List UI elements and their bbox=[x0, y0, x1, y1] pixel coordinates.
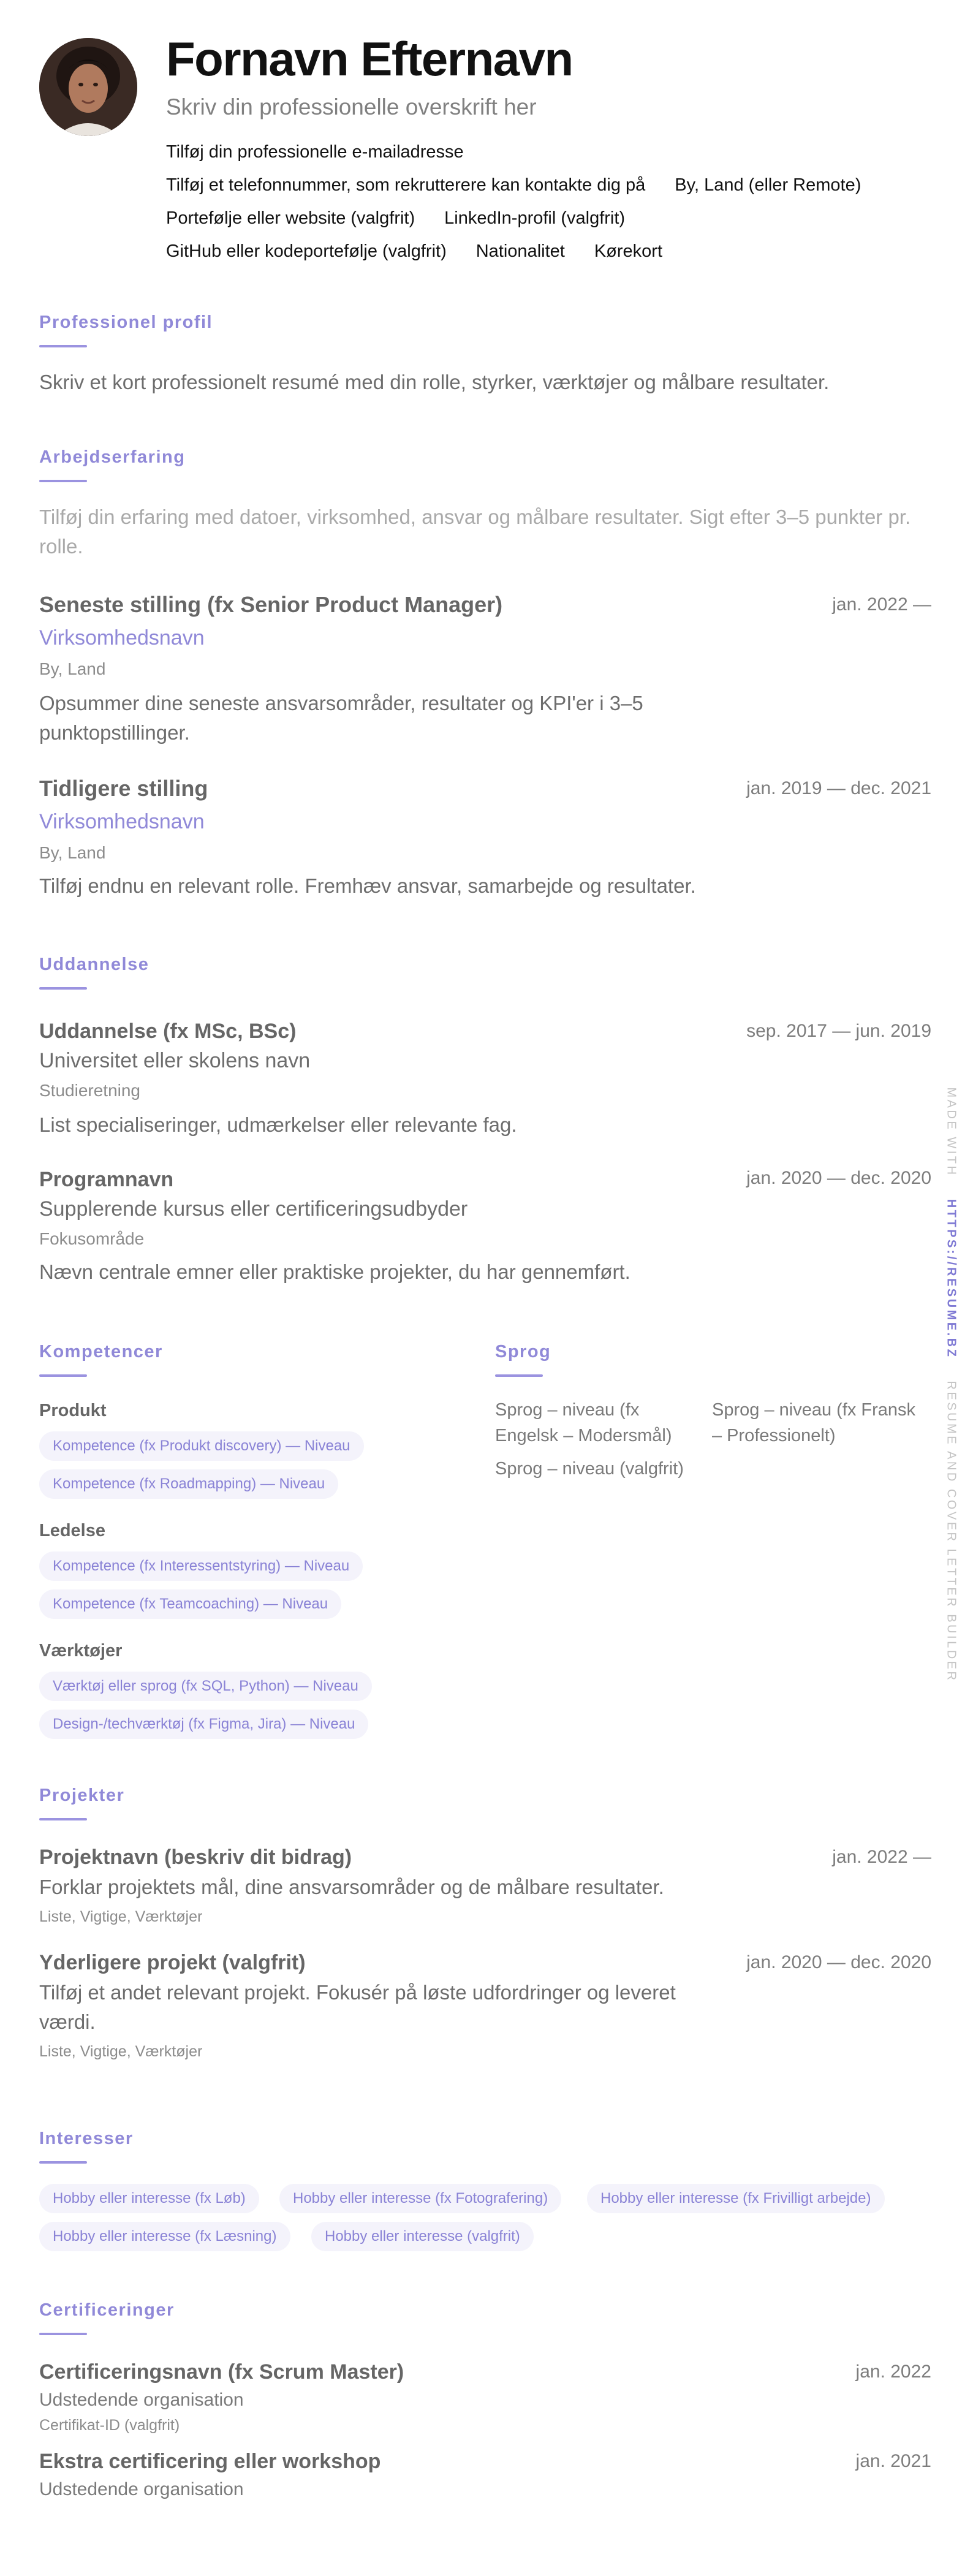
education-school: Supplerende kursus eller certificeringsudbyder bbox=[39, 1197, 468, 1221]
project-name: Yderligere projekt (valgfrit) bbox=[39, 1951, 306, 1974]
experience-location: By, Land bbox=[39, 843, 106, 862]
avatar bbox=[39, 38, 137, 136]
contact-row-3 bbox=[166, 206, 625, 230]
contact-row-1 bbox=[166, 140, 464, 164]
interest-pill: Hobby eller interesse (valgfrit) bbox=[311, 2222, 534, 2251]
portfolio-link[interactable]: Portefølje eller website (valgfrit) bbox=[166, 208, 415, 228]
certification-issuer: Udstedende organisation bbox=[39, 2390, 244, 2410]
language-text: – Professionelt) bbox=[712, 1426, 836, 1446]
experience-hint: Tilføj din erfaring med datoer, virksomhed, ansvar og målbare resultater. Sigt efter 3–5 punkter pr. rolle. bbox=[39, 506, 911, 558]
skill-group-label: Værktøjer bbox=[39, 1641, 123, 1661]
profile-summary: Skriv et kort professionelt resumé med din rolle, styrker, værktøjer og målbare resultater. bbox=[39, 371, 830, 393]
contact-row-2 bbox=[166, 173, 861, 197]
experience-role: Seneste stilling (fx Senior Product Manager) bbox=[39, 592, 503, 617]
skill-pill: Design-/techværktøj (fx Figma, Jira) — Niveau bbox=[39, 1710, 368, 1739]
section-divider bbox=[39, 2333, 87, 2335]
interest-pill: Hobby eller interesse (fx Læsning) bbox=[39, 2222, 290, 2251]
interest-pill: Hobby eller interesse (fx Løb) bbox=[39, 2184, 259, 2213]
professional-headline: Skriv din professionelle overskrift her bbox=[166, 94, 537, 119]
skill-pill: Værktøj eller sprog (fx SQL, Python) — Niveau bbox=[39, 1672, 372, 1701]
license-field: Kørekort bbox=[594, 241, 663, 261]
education-degree: Uddannelse (fx MSc, BSc) bbox=[39, 1020, 297, 1043]
github-link[interactable]: GitHub eller kodeportefølje (valgfrit) bbox=[166, 241, 447, 261]
language-text: Sprog – niveau (fx Fransk bbox=[712, 1400, 916, 1420]
project-name: Projektnavn (beskriv dit bidrag) bbox=[39, 1846, 352, 1869]
section-divider bbox=[39, 2161, 87, 2164]
section-title-projects: Projekter bbox=[39, 1786, 125, 1805]
section-divider bbox=[39, 345, 87, 347]
education-field: Fokusområde bbox=[39, 1229, 145, 1248]
skill-pill: Kompetence (fx Roadmapping) — Niveau bbox=[39, 1469, 338, 1499]
certification-id: Certifikat-ID (valgfrit) bbox=[39, 2417, 180, 2434]
education-degree: Programnavn bbox=[39, 1168, 174, 1191]
experience-company: Virksomhedsnavn bbox=[39, 810, 205, 833]
phone-field[interactable]: Tilføj et telefonnummer, som rekrutterere kan kontakte dig på bbox=[166, 175, 646, 195]
language-text: Sprog – niveau (valgfrit) bbox=[495, 1459, 684, 1479]
section-title-education: Uddannelse bbox=[39, 955, 150, 974]
skill-pill: Kompetence (fx Interessentstyring) — Niveau bbox=[39, 1551, 363, 1581]
skill-group-label: Produkt bbox=[39, 1401, 107, 1420]
interest-pill: Hobby eller interesse (fx Fotografering) bbox=[279, 2184, 561, 2213]
interest-pill: Hobby eller interesse (fx Frivilligt arbejde) bbox=[587, 2184, 885, 2213]
section-title-interests: Interesser bbox=[39, 2129, 134, 2148]
section-divider bbox=[495, 1374, 543, 1377]
project-tags: Liste, Vigtige, Værktøjer bbox=[39, 2043, 203, 2060]
project-tags: Liste, Vigtige, Værktøjer bbox=[39, 1908, 203, 1925]
project-description-line: Forklar projektets mål, dine ansvarsområder og de målbare resultater. bbox=[39, 1876, 664, 1898]
experience-company: Virksomhedsnavn bbox=[39, 626, 205, 650]
language-text: Sprog – niveau (fx bbox=[495, 1400, 640, 1420]
section-divider bbox=[39, 987, 87, 990]
language-text: Engelsk – Modersmål) bbox=[495, 1426, 672, 1446]
certification-date: jan. 2022 bbox=[855, 2362, 931, 2382]
project-description bbox=[39, 1873, 725, 1902]
section-divider bbox=[39, 1374, 87, 1377]
email-field[interactable]: Tilføj din professionelle e-mailadresse bbox=[166, 142, 464, 162]
experience-date: jan. 2022 — bbox=[832, 594, 931, 615]
contact-row-4 bbox=[166, 239, 662, 263]
section-title-skills: Kompetencer bbox=[39, 1342, 163, 1362]
language-item bbox=[495, 1397, 697, 1449]
education-school: Universitet eller skolens navn bbox=[39, 1049, 311, 1072]
nationality-field: Nationalitet bbox=[475, 241, 565, 261]
section-title-certifications: Certificeringer bbox=[39, 2300, 175, 2320]
certification-name: Ekstra certificering eller workshop bbox=[39, 2450, 381, 2473]
education-description: List specialiseringer, udmærkelser eller relevante fag. bbox=[39, 1113, 517, 1136]
project-date: jan. 2022 — bbox=[832, 1847, 931, 1867]
candidate-name: Fornavn Efternavn bbox=[166, 32, 573, 86]
language-item bbox=[495, 1456, 728, 1482]
experience-role: Tidligere stilling bbox=[39, 776, 208, 801]
section-divider bbox=[39, 480, 87, 482]
skill-pill: Kompetence (fx Teamcoaching) — Niveau bbox=[39, 1589, 341, 1619]
builder-watermark bbox=[944, 1088, 958, 1683]
experience-location: By, Land bbox=[39, 659, 106, 678]
section-divider bbox=[39, 1818, 87, 1820]
education-description: Nævn centrale emner eller praktiske projekter, du har gennemført. bbox=[39, 1260, 630, 1283]
certification-date: jan. 2021 bbox=[855, 2451, 931, 2471]
location-field: By, Land (eller Remote) bbox=[675, 175, 861, 195]
watermark-link[interactable]: HTTPS://RESUME.BZ bbox=[944, 1199, 958, 1359]
project-description-line: Tilføj et andet relevant projekt. Fokusér på løste udfordringer og leveret bbox=[39, 1981, 676, 2004]
watermark-suffix: RESUME AND COVER LETTER BUILDER bbox=[944, 1381, 958, 1683]
education-date: sep. 2017 — jun. 2019 bbox=[746, 1021, 931, 1041]
education-field: Studieretning bbox=[39, 1081, 141, 1100]
project-description bbox=[39, 1978, 725, 2037]
experience-date: jan. 2019 — dec. 2021 bbox=[746, 778, 931, 798]
project-description-line: værdi. bbox=[39, 2010, 96, 2033]
experience-description: Tilføj endnu en relevant rolle. Fremhæv ansvar, samarbejde og resultater. bbox=[39, 874, 696, 897]
linkedin-link[interactable]: LinkedIn-profil (valgfrit) bbox=[444, 208, 626, 228]
experience-description: Opsummer dine seneste ansvarsområder, resultater og KPI'er i 3–5 punktopstillinger. bbox=[39, 692, 643, 744]
language-item bbox=[712, 1397, 920, 1449]
skill-group-label: Ledelse bbox=[39, 1521, 105, 1540]
section-title-profile: Professionel profil bbox=[39, 313, 213, 332]
certification-issuer: Udstedende organisation bbox=[39, 2479, 244, 2499]
avatar-portrait-icon bbox=[39, 38, 137, 136]
education-date: jan. 2020 — dec. 2020 bbox=[746, 1168, 931, 1188]
section-title-experience: Arbejdserfaring bbox=[39, 447, 186, 467]
certification-name: Certificeringsnavn (fx Scrum Master) bbox=[39, 2360, 404, 2384]
section-title-languages: Sprog bbox=[495, 1342, 551, 1362]
watermark-prefix: MADE WITH bbox=[944, 1087, 958, 1177]
project-date: jan. 2020 — dec. 2020 bbox=[746, 1952, 931, 1972]
skill-pill: Kompetence (fx Produkt discovery) — Niveau bbox=[39, 1431, 364, 1461]
